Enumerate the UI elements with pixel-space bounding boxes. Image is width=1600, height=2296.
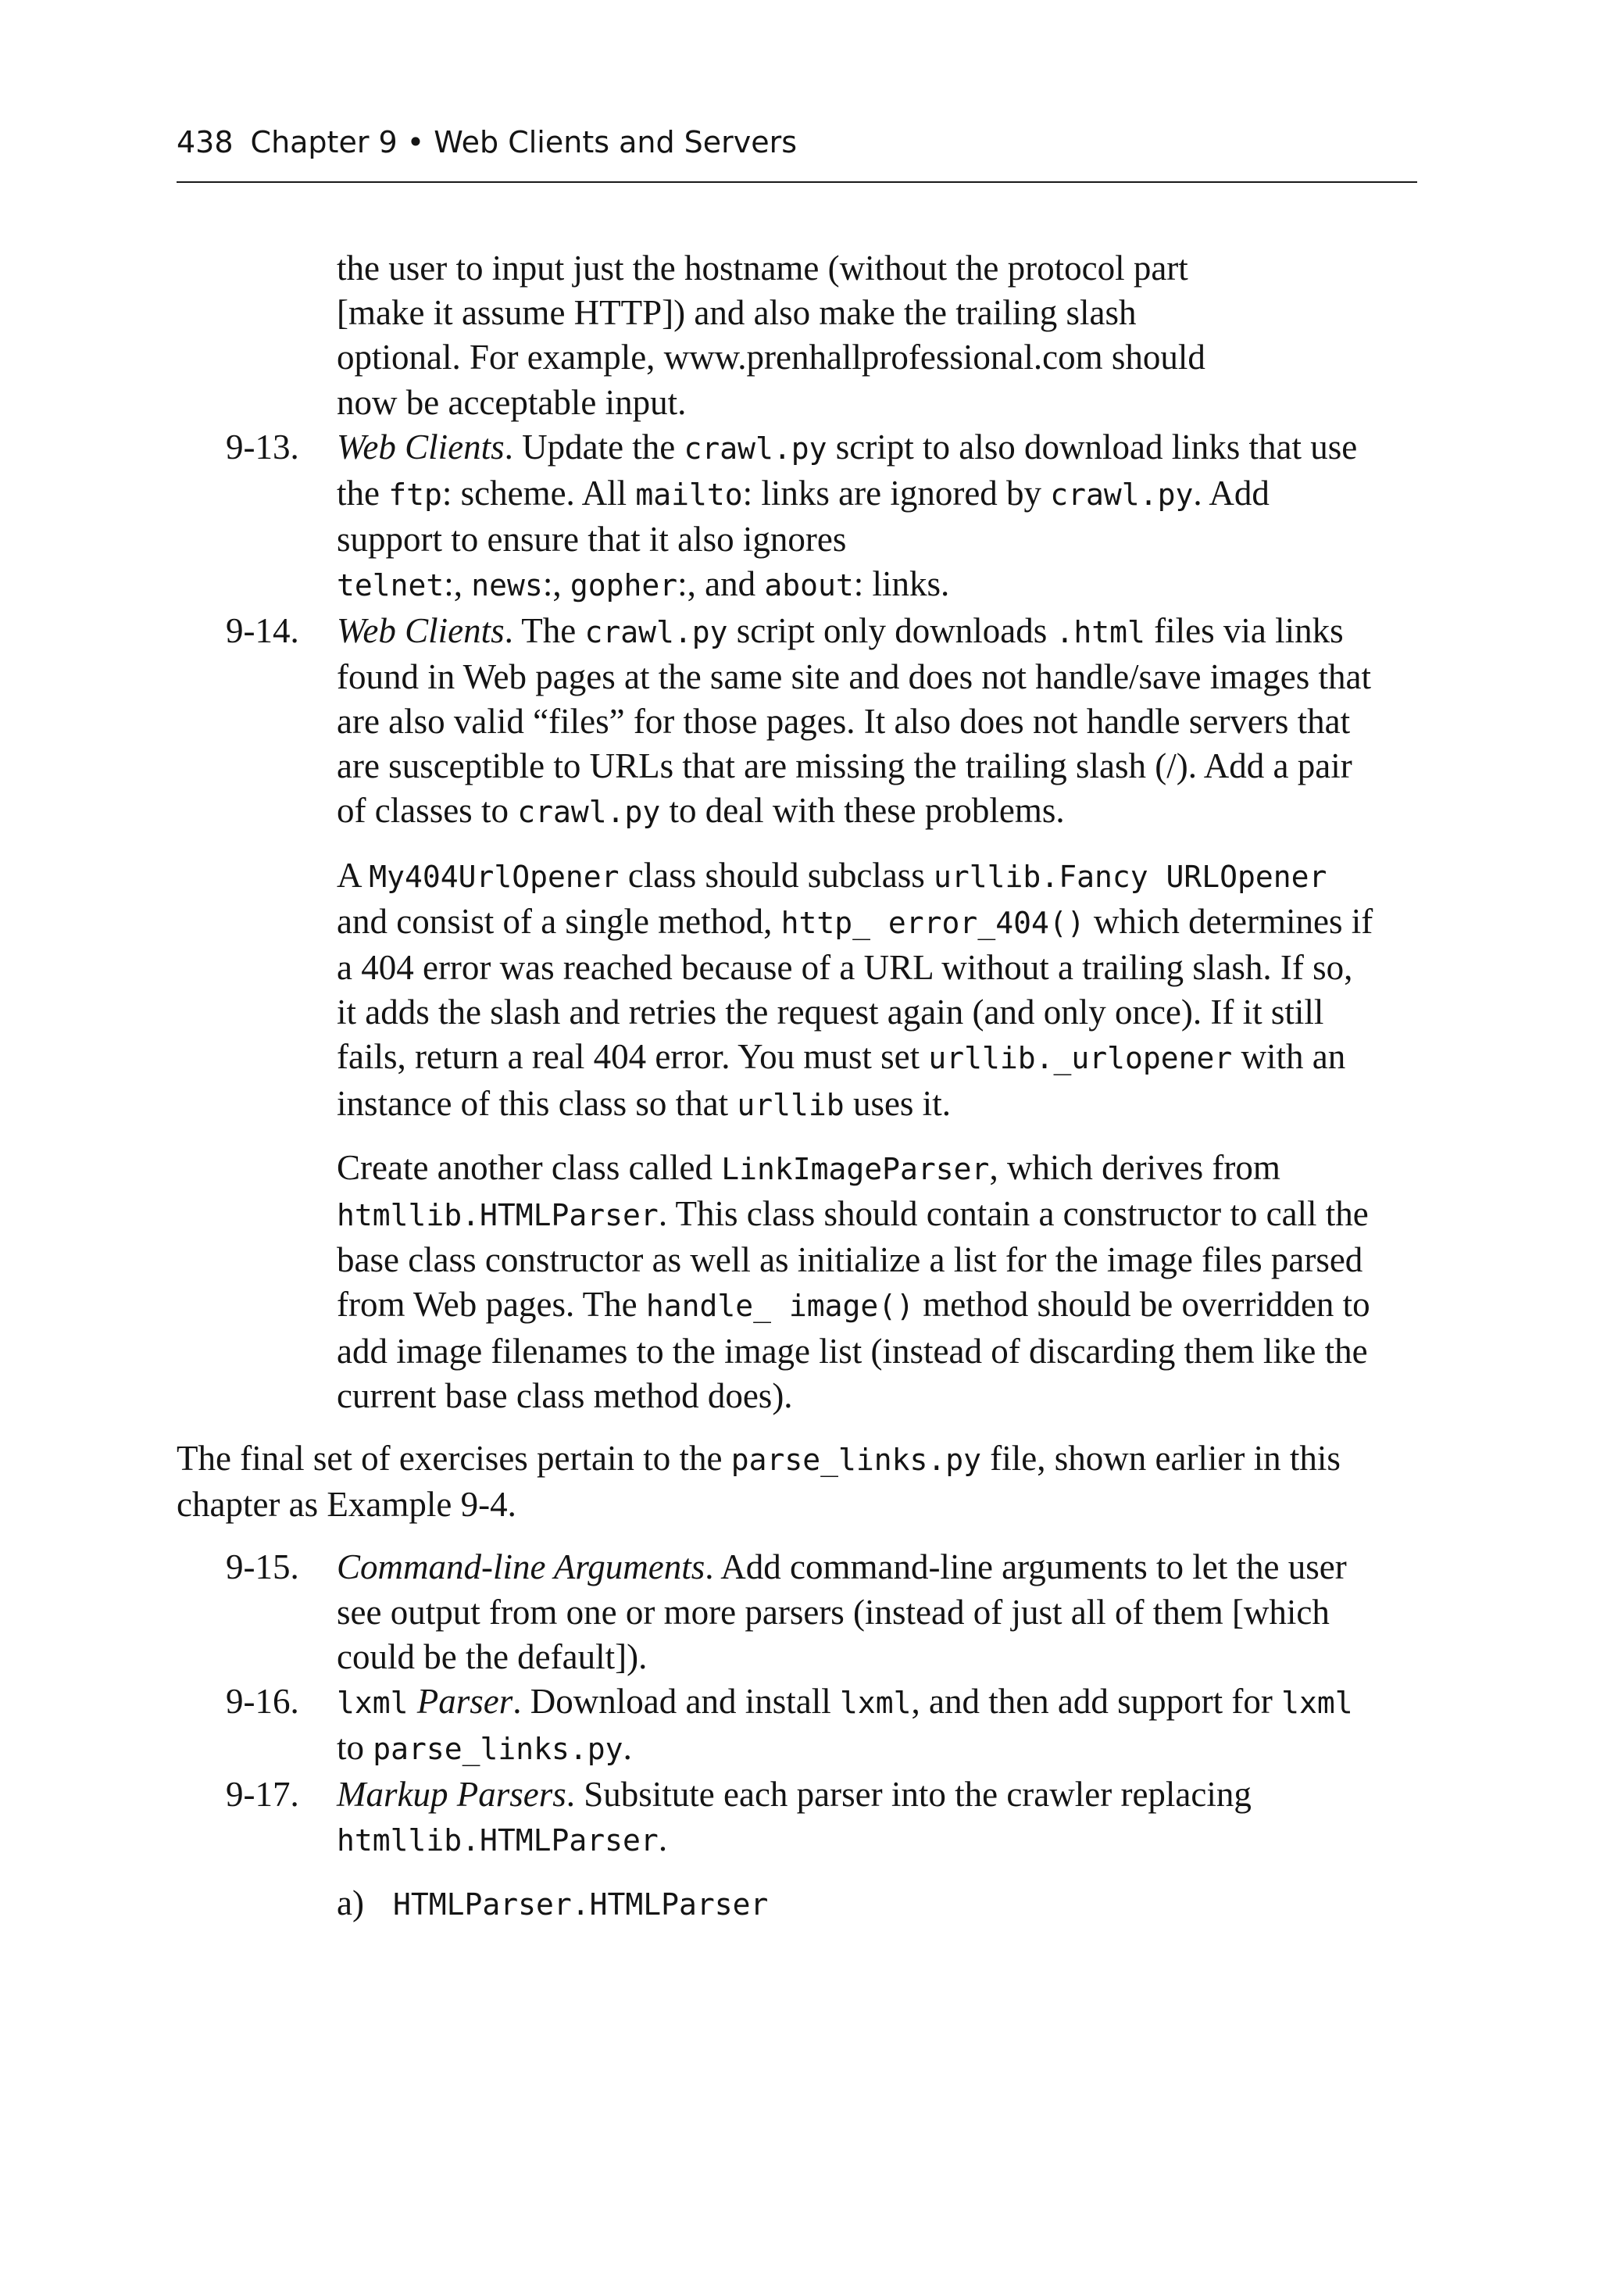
text: : scheme. All xyxy=(441,474,636,513)
continuation-line: optional. For example, www.prenhallprofessional.com should xyxy=(337,338,1205,377)
text: with an instance of this class so that xyxy=(337,1037,1346,1123)
continuation-line: now be acceptable input. xyxy=(337,382,687,422)
code-htmlparser: HTMLParser.HTMLParser xyxy=(393,1887,769,1922)
exercise-title: Web Clients xyxy=(337,610,505,650)
text: class should subclass xyxy=(619,855,934,895)
code-http-error-404: http_ error_404() xyxy=(780,905,1085,940)
code-lxml: lxml xyxy=(839,1686,912,1721)
code-urllib: urllib xyxy=(737,1087,845,1122)
exercise-continuation xyxy=(337,246,1376,425)
exercise-9-14-paragraph-3 xyxy=(337,1146,1376,1418)
exercise-number: 9-16. xyxy=(226,1682,299,1722)
code-htmllib-htmlparser: htmllib.HTMLParser xyxy=(337,1198,659,1233)
code-crawl-py: crawl.py xyxy=(1050,477,1194,513)
code-parse-links-py: parse_links.py xyxy=(730,1443,982,1478)
code-lxml: lxml xyxy=(1281,1686,1353,1721)
code-my404urlopener: My404UrlOpener xyxy=(369,859,620,894)
text: The final set of exercises pertain to the xyxy=(177,1439,731,1479)
text: . Subsitute each parser into the crawler replacing xyxy=(566,1774,1252,1814)
text: , which derives from xyxy=(989,1147,1280,1187)
code-crawl-py: crawl.py xyxy=(684,431,827,466)
intro-paragraph xyxy=(177,1436,1419,1527)
code-ftp: ftp xyxy=(388,477,442,513)
code-parse-links-py: parse_links.py xyxy=(373,1732,623,1767)
exercise-number: 9-13. xyxy=(226,427,299,467)
code-crawl-py: crawl.py xyxy=(517,795,661,830)
running-title: Chapter 9 • Web Clients and Servers xyxy=(250,125,798,159)
text: which determines if a 404 error was reached because of a URL without a trailing slash. If so, it adds the slash and retries the request again (and only once). If it still fails, return a real 404 error. You must set xyxy=(337,901,1373,1077)
exercise-title: Parser xyxy=(408,1682,513,1722)
text: to deal with these problems. xyxy=(660,791,1065,831)
exercise-title: Command-line Arguments xyxy=(337,1547,705,1587)
exercise-title: Markup Parsers xyxy=(337,1774,566,1814)
exercise-9-15 xyxy=(0,1545,1376,1679)
exercise-number: 9-17. xyxy=(226,1774,299,1814)
code-mailto: mailto xyxy=(635,477,743,513)
code-about: about xyxy=(764,568,854,603)
text: . Add command-line arguments to let the user see output from one or more parsers (instead of just all of them [which could be the default]). xyxy=(337,1547,1347,1676)
text: script only downloads xyxy=(727,610,1056,650)
text: and consist of a single method, xyxy=(337,901,781,941)
code-fancyurlopener: urllib.Fancy URLOpener xyxy=(934,859,1327,894)
text: . Download and install xyxy=(512,1682,840,1722)
exercise-title-code: lxml xyxy=(337,1686,409,1721)
text: :, xyxy=(444,564,472,604)
text: :, and xyxy=(677,564,765,604)
code-telnet: telnet xyxy=(337,568,445,603)
continuation-line: the user to input just the hostname (without the protocol part xyxy=(337,249,1188,288)
text: files via links found in Web pages at the same site and does not handle/save images that are also valid “files” for those pages. It also does not handle servers that are susceptible to URLs that are missing the trailing slash (/). Add a pair of classes to xyxy=(337,610,1371,831)
text: to xyxy=(337,1728,373,1768)
exercise-9-16 xyxy=(0,1679,1376,1772)
text: , and then add support for xyxy=(911,1682,1282,1722)
continuation-line: [make it assume HTTP]) and also make the trailing slash xyxy=(337,293,1137,333)
page-number: 438 xyxy=(177,125,234,159)
text: method should be overridden to add image filenames to the image list (instead of discarding them like the current base class method does). xyxy=(337,1285,1370,1415)
text: . Add support to ensure that it also ignores xyxy=(337,474,1270,560)
exercise-9-17 xyxy=(0,1772,1376,1863)
text: file, shown earlier in this chapter as Example 9-4. xyxy=(177,1439,1341,1525)
exercise-9-14-paragraph-2 xyxy=(337,853,1376,1128)
text: . Update the xyxy=(504,427,684,467)
code-htmllib-htmlparser: htmllib.HTMLParser xyxy=(337,1822,659,1858)
exercise-9-14 xyxy=(0,609,1376,835)
exercise-number: 9-15. xyxy=(226,1547,299,1587)
text: : links are ignored by xyxy=(742,474,1051,513)
text: uses it. xyxy=(844,1083,951,1123)
text: . This class should contain a constructor to call the base class constructor as well as initialize a list for the image files parsed from Web pages. The xyxy=(337,1194,1369,1325)
text: . xyxy=(658,1819,668,1858)
code-linkimageparser: LinkImageParser xyxy=(721,1151,990,1186)
text: Create another class called xyxy=(337,1147,722,1187)
text: . xyxy=(623,1728,632,1768)
code-gopher: gopher xyxy=(570,568,678,603)
code-news: news xyxy=(471,568,543,603)
exercise-9-13 xyxy=(0,425,1376,609)
exercise-number: 9-14. xyxy=(226,610,299,650)
list-item-label: a) xyxy=(337,1883,364,1922)
code-urlopener: urllib._urlopener xyxy=(928,1041,1233,1076)
code-html-ext: .html xyxy=(1055,614,1145,649)
exercise-9-17-item-a xyxy=(337,1881,1600,1927)
text: . The xyxy=(504,610,585,650)
code-crawl-py: crawl.py xyxy=(584,614,728,649)
running-head xyxy=(177,122,1417,183)
code-handle-image: handle_ image() xyxy=(645,1289,915,1324)
text: : links. xyxy=(853,564,950,604)
text: script to also download links that use the xyxy=(337,427,1358,513)
page-content xyxy=(0,246,1600,1927)
text: A xyxy=(337,855,370,895)
text: :, xyxy=(542,564,570,604)
exercise-title: Web Clients xyxy=(337,427,505,467)
